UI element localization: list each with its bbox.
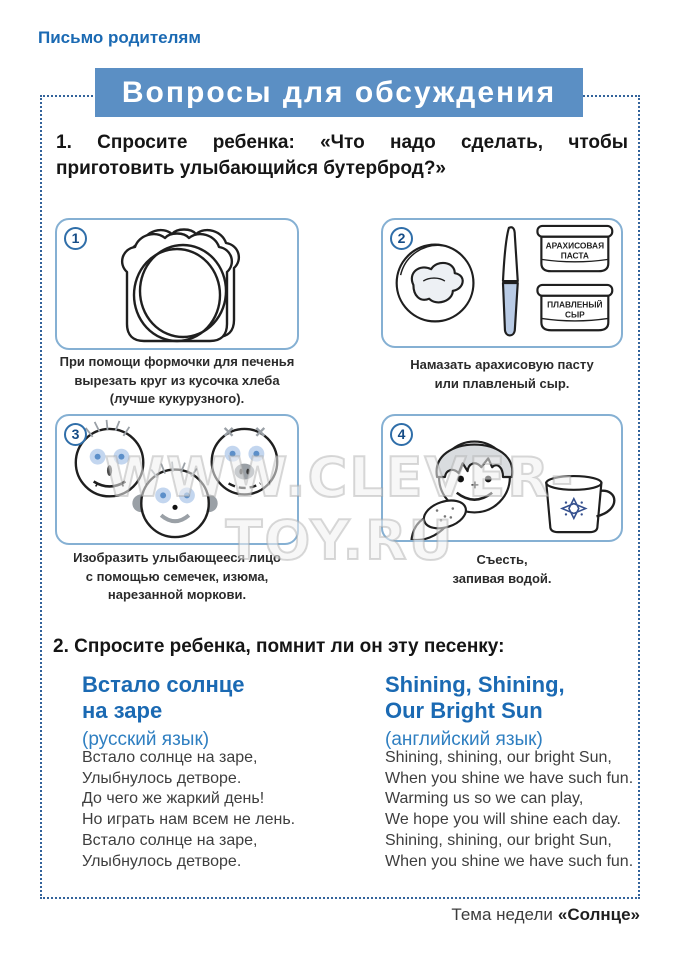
caption-line: Изобразить улыбающееся лицо <box>73 550 281 565</box>
jar-label-line: АРАХИСОВАЯ <box>545 240 605 251</box>
caption-line: или плавленый сыр. <box>434 375 570 391</box>
song-title-line: Shining, Shining, <box>385 672 565 697</box>
knife-handle-icon <box>503 283 518 335</box>
lyrics-line: Shining, shining, our bright Sun, <box>385 749 612 766</box>
step-number-badge: 3 <box>64 423 87 446</box>
lyrics-line: When you shine we have such fun. <box>385 852 634 870</box>
step-number-badge: 4 <box>390 423 413 446</box>
step-caption-4 <box>381 551 623 588</box>
lyrics-line: Улыбнулось детворе. <box>82 769 242 787</box>
knife-blade-icon <box>503 227 518 281</box>
step-caption-3 <box>55 549 299 605</box>
footer-topic: «Солнце» <box>557 905 640 924</box>
caption-line: Намазать арахисовую пасту <box>410 357 594 372</box>
face-3 <box>212 428 277 494</box>
step-panel-1 <box>55 218 299 350</box>
lyrics-line: Shining, shining, our bright Sun, <box>385 831 612 849</box>
smiling-faces-illustration <box>57 416 297 543</box>
lyrics-english <box>385 748 633 872</box>
lyrics-line: Warming us so we can play, <box>385 790 584 808</box>
jar-label-line: ПАСТА <box>560 250 589 261</box>
lyrics-line: We hope you will shine each day. <box>385 811 621 829</box>
hand-with-bread <box>411 496 469 540</box>
lyrics-line: When you shine we have such fun. <box>385 769 634 787</box>
lyrics-line: Встало солнце на заре, <box>82 831 258 849</box>
lyrics-russian <box>82 748 295 872</box>
caption-line: с помощью семечек, изюма, <box>85 568 269 584</box>
jar-label-line: ПЛАВЛЕНЫЙ <box>547 299 603 310</box>
banner-title: Вопросы для обсуждения <box>95 68 583 117</box>
lyrics-line: Встало солнце на заре, <box>82 749 258 766</box>
song-title-line: на заре <box>82 698 163 723</box>
water-cup-icon <box>546 476 614 532</box>
song-language-russian: (русский язык) <box>82 729 210 750</box>
step-panel-2 <box>381 218 623 348</box>
caption-line: вырезать круг из кусочка хлеба <box>74 372 280 388</box>
child-eating-cup-illustration <box>383 416 621 540</box>
song-title-line: Встало солнце <box>82 672 245 697</box>
step-number-badge: 2 <box>390 227 413 250</box>
step-number-badge: 1 <box>64 227 87 250</box>
caption-line: При помощи формочки для печенья <box>59 354 295 369</box>
spread-knife-jars-illustration <box>383 220 621 346</box>
song-language-english: (английский язык) <box>385 729 543 750</box>
page-header: Письмо родителям <box>38 28 201 47</box>
step-panel-4 <box>381 414 623 542</box>
footer-prefix: Тема недели <box>451 905 553 924</box>
face-2 <box>132 462 217 537</box>
song-title-russian <box>82 672 245 753</box>
lyrics-line: До чего же жаркий день! <box>82 790 265 808</box>
step-caption-1 <box>55 353 299 409</box>
lyrics-line: Но играть нам всем не лень. <box>82 811 296 829</box>
caption-line: запивая водой. <box>452 570 552 586</box>
page-footer <box>451 905 640 925</box>
caption-line: нарезанной моркови. <box>107 587 247 602</box>
question-2: 2. Спросите ребенка, помнит ли он эту песенку: <box>53 636 505 657</box>
site-watermark: WWW.CLEVER-TOY.RU <box>104 446 576 572</box>
bread-cutout-illustration <box>57 220 297 348</box>
step-panel-3 <box>55 414 299 545</box>
caption-line: (лучше кукурузного). <box>109 391 245 406</box>
song-title-line: Our Bright Sun <box>385 698 543 723</box>
song-title-english <box>385 672 565 753</box>
question-1: 1. Спросите ребенка: «Что надо сделать, чтобы приготовить улыбающийся бутерброд?» <box>56 132 628 179</box>
step-caption-2 <box>381 356 623 393</box>
lyrics-line: Улыбнулось детворе. <box>82 852 242 870</box>
caption-line: Съесть, <box>476 552 528 567</box>
jar-label-line: СЫР <box>564 309 585 320</box>
